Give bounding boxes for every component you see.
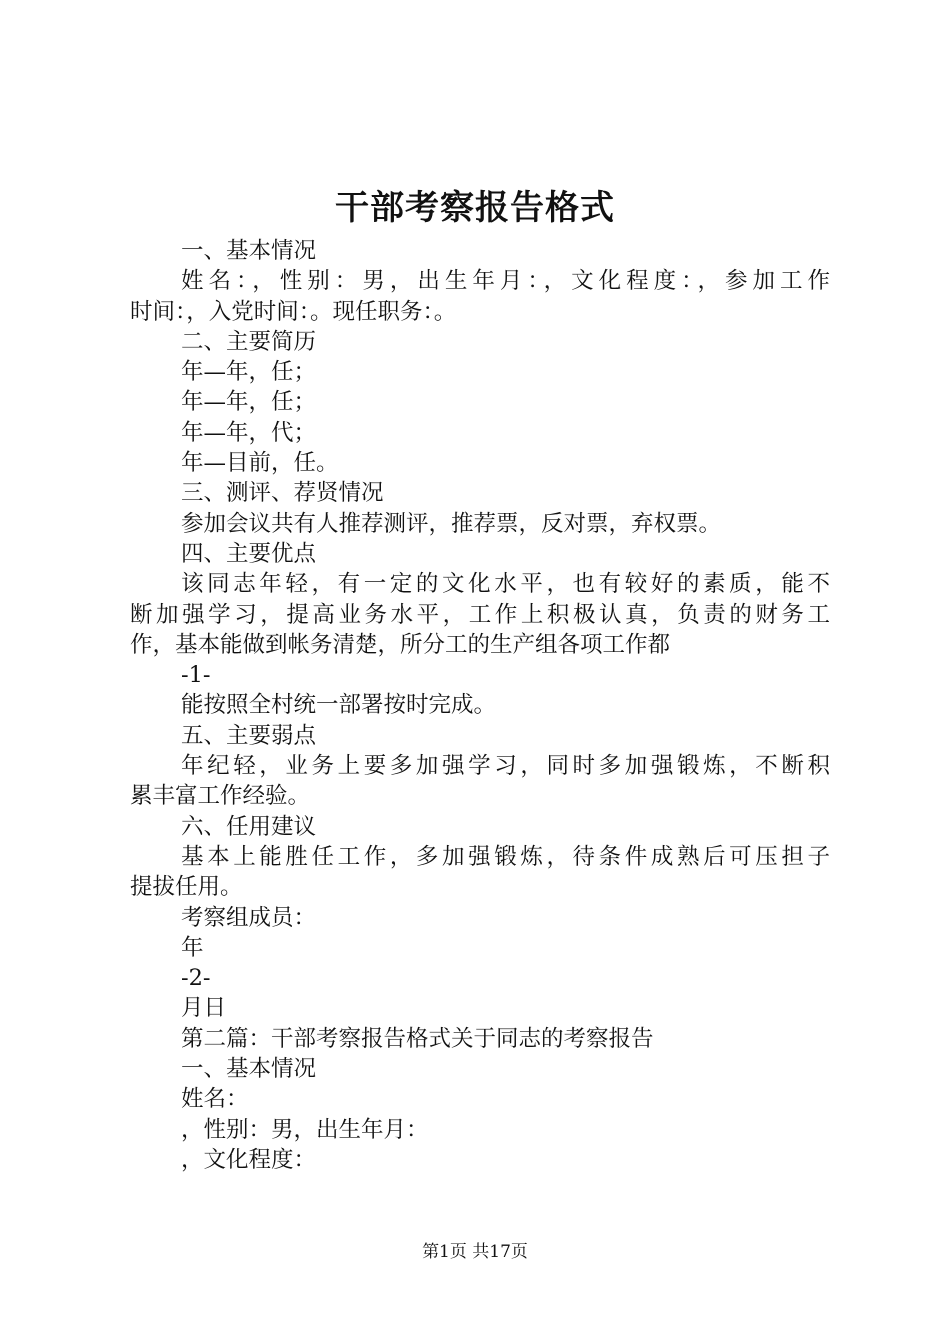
section-heading-evaluation: 三、测评、荐贤情况 [181, 480, 384, 507]
second-article-heading: 第二篇：干部考察报告格式关于同志的考察报告 [181, 1025, 654, 1052]
resume-item: 年—年，任； [181, 389, 317, 416]
document-body [130, 236, 830, 1175]
paragraph-line: 姓名：，性别：男，出生年月：，文化程度：，参加工作 [181, 268, 830, 295]
resume-item: 年—目前，任。 [181, 450, 339, 477]
paragraph-line: 时间：，入党时间：。现任职务：。 [130, 298, 457, 325]
paragraph-line: ，性别：男，出生年月： [181, 1116, 429, 1143]
paragraph-line: ，文化程度： [181, 1146, 317, 1173]
paragraph-line: 累丰富工作经验。 [130, 783, 311, 810]
page-marker: -1- [181, 662, 211, 689]
section-heading-basic-info: 一、基本情况 [181, 238, 317, 264]
section-heading-recommendation: 六、任用建议 [181, 813, 317, 840]
page-footer: 第1页 共17页 [422, 1242, 528, 1262]
page-marker: -2- [181, 965, 211, 992]
paragraph-line: 姓名： [181, 1086, 249, 1113]
section-heading-weaknesses: 五、主要弱点 [181, 722, 317, 749]
paragraph-line: 该同志年轻，有一定的文化水平，也有较好的素质，能不 [181, 571, 830, 598]
paragraph-line: 作，基本能做到帐务清楚，所分工的生产组各项工作都 [130, 631, 671, 658]
resume-item: 年—年，任； [181, 359, 317, 386]
section-heading-resume: 二、主要简历 [181, 328, 317, 355]
inspection-team-label: 考察组成员： [181, 904, 317, 931]
section-heading-basic-info: 一、基本情况 [181, 1056, 317, 1083]
paragraph-line: 年纪轻，业务上要多加强学习，同时多加强锻炼，不断积 [181, 753, 830, 780]
date-year: 年 [181, 934, 204, 961]
section-heading-strengths: 四、主要优点 [181, 540, 317, 567]
paragraph-line: 提拔任用。 [130, 874, 243, 901]
document-title: 干部考察报告格式 [335, 188, 615, 228]
resume-item: 年—年，代； [181, 419, 317, 446]
paragraph-line: 参加会议共有人推荐测评，推荐票，反对票，弃权票。 [181, 510, 722, 537]
paragraph-line: 能按照全村统一部署按时完成。 [181, 692, 497, 719]
paragraph-line: 基本上能胜任工作，多加强锻炼，待条件成熟后可压担子 [181, 843, 830, 870]
date-month-day: 月日 [181, 995, 227, 1022]
paragraph-line: 断加强学习，提高业务水平，工作上积极认真，负责的财务工 [130, 601, 830, 628]
